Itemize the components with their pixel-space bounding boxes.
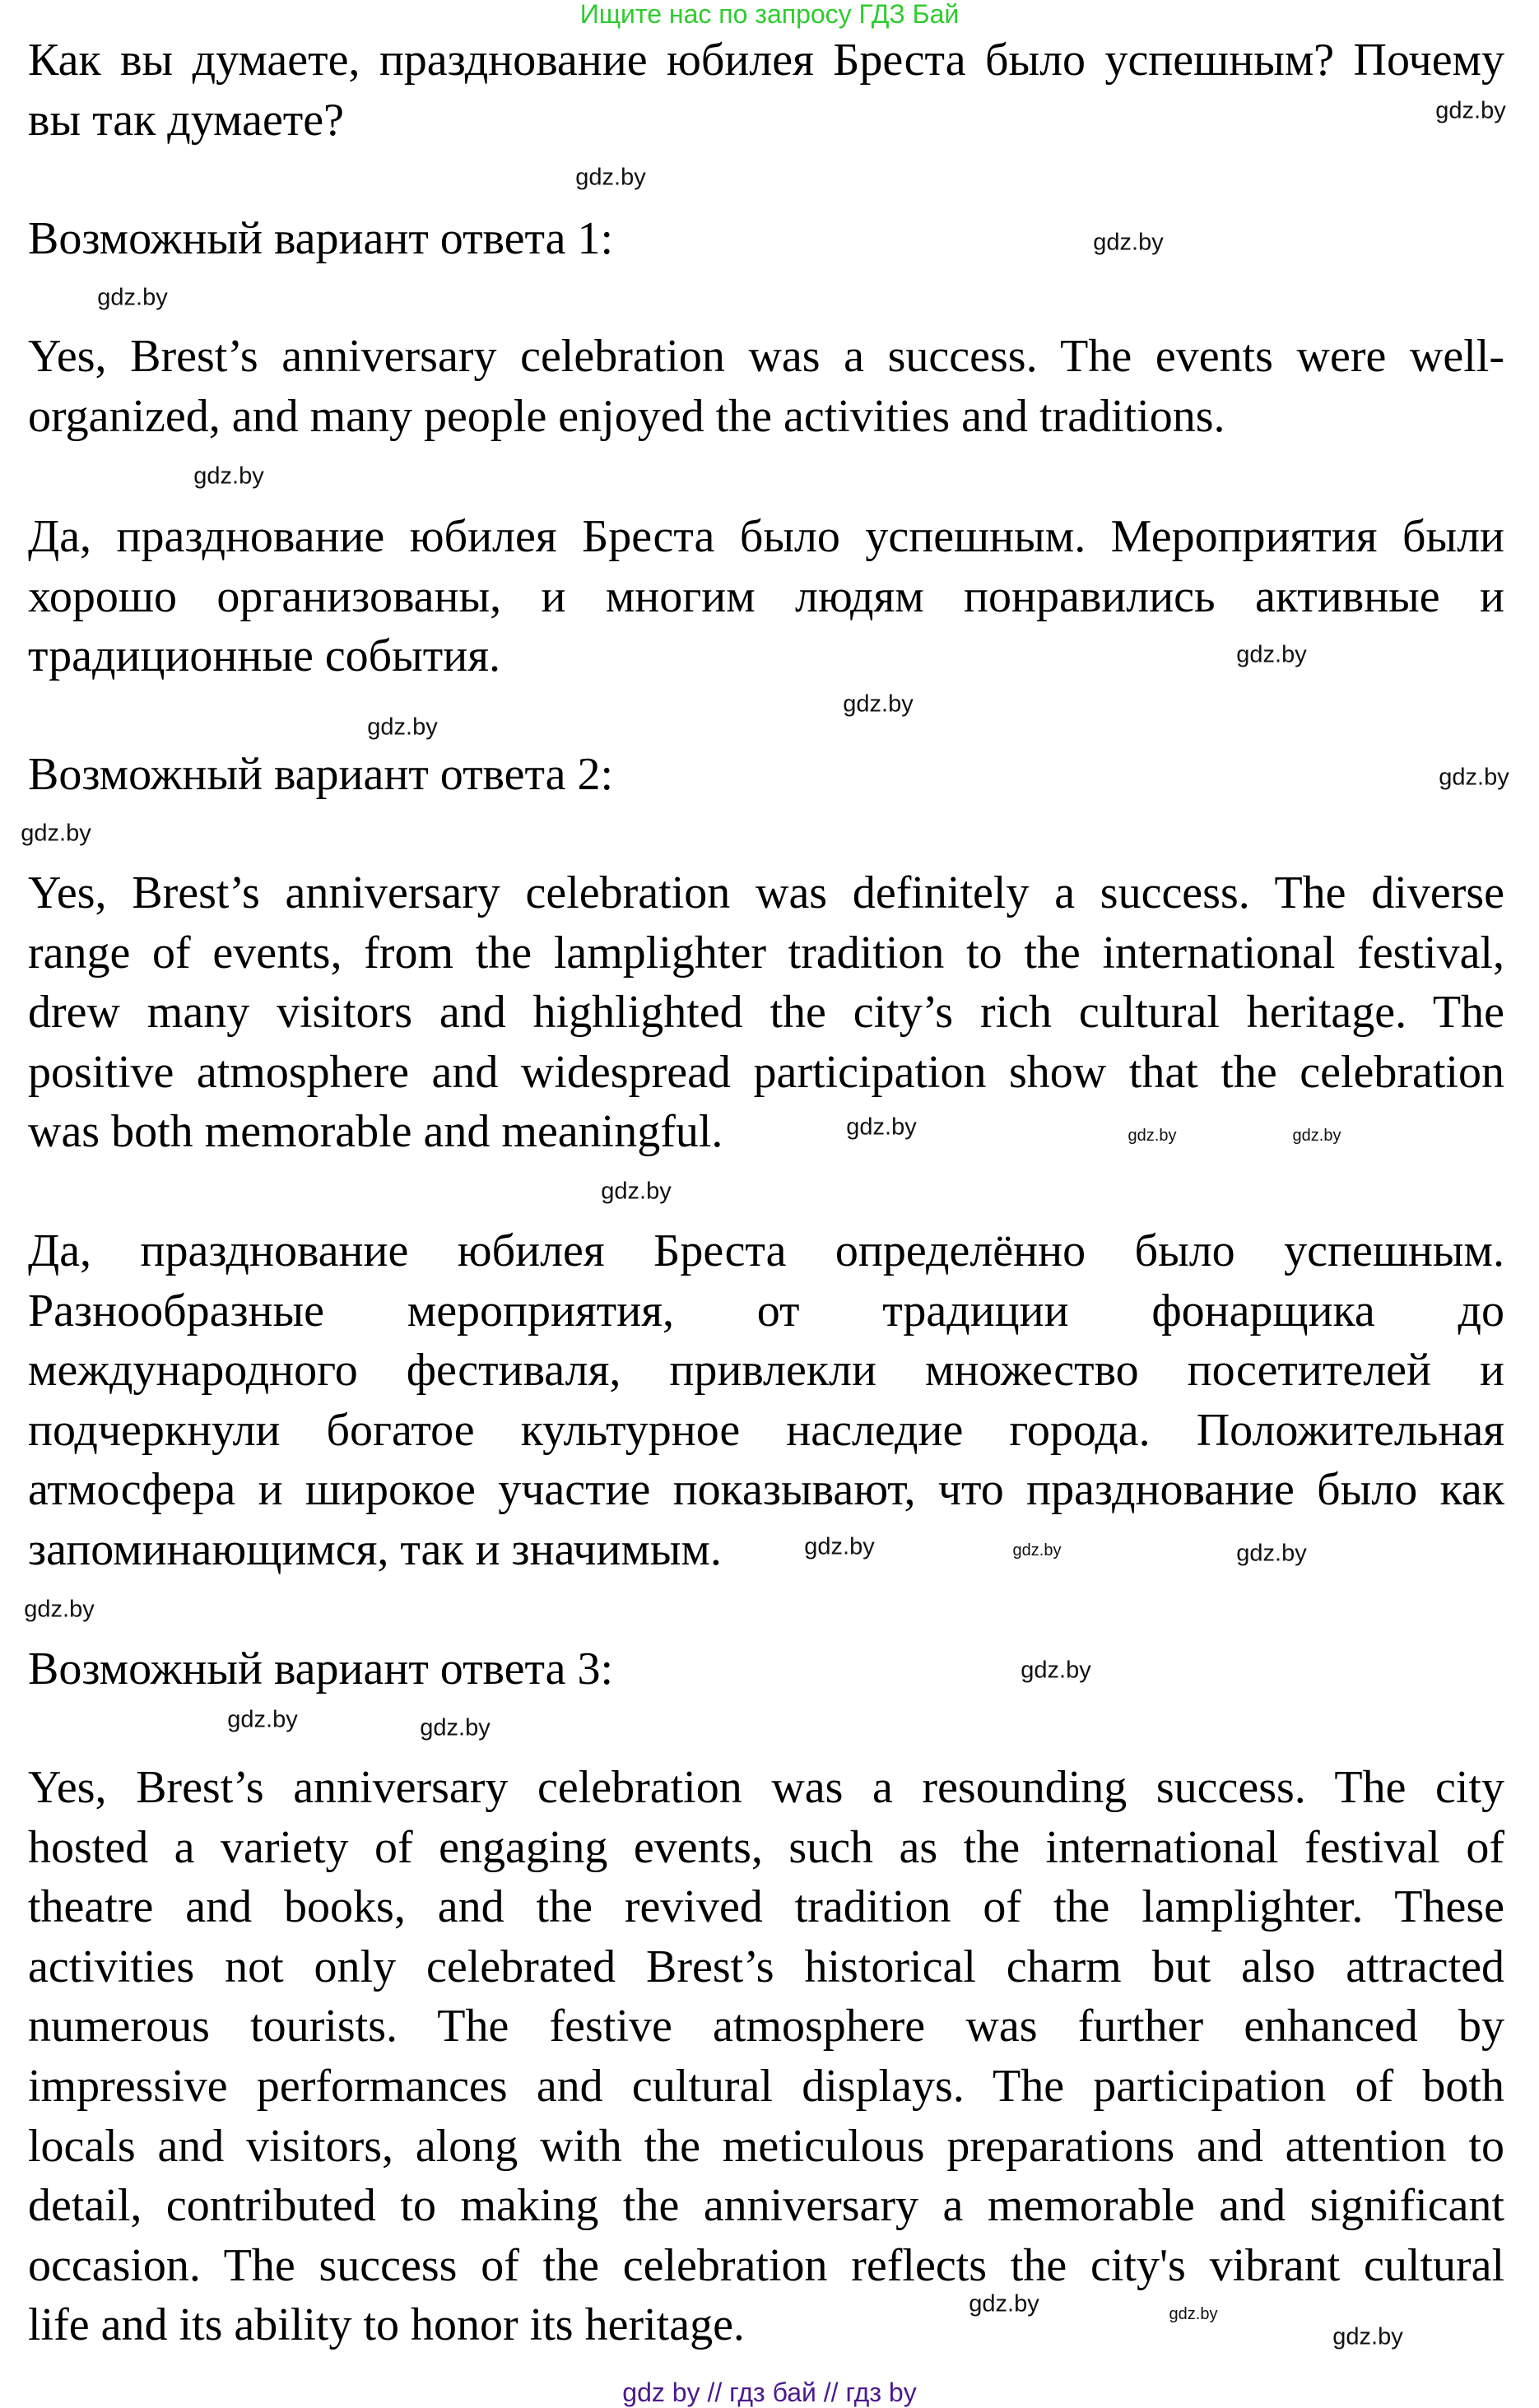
- watermark: gdz.by: [97, 284, 168, 311]
- text-line: вы так думаете?: [28, 94, 344, 146]
- watermark: gdz.by: [1236, 1540, 1307, 1567]
- text-line: Да, празднование юбилея Бреста определённо было успешным.: [28, 1225, 1504, 1276]
- text-line: Да, празднование юбилея Бреста было успешным. Мероприятия были: [28, 511, 1504, 562]
- heading-text: Возможный вариант ответа 2:: [28, 749, 614, 800]
- watermark: gdz.by: [1236, 641, 1307, 668]
- text-line: impressive performances and cultural displays. The participation of both: [28, 2060, 1504, 2112]
- text-line: positive atmosphere and widespread participation show that the celebration: [28, 1046, 1504, 1098]
- text-line: Разнообразные мероприятия, от традиции фонарщика до: [28, 1285, 1504, 1336]
- watermark: gdz.by: [1021, 1657, 1091, 1684]
- watermark: gdz.by: [969, 2290, 1039, 2317]
- answer-1-heading: [28, 209, 1504, 269]
- watermark: gdz.by: [1439, 764, 1509, 791]
- heading-text: Возможный вариант ответа 1:: [28, 213, 614, 264]
- text-line: хорошо организованы, и многим людям понравились активные и: [28, 570, 1504, 622]
- watermark: gdz.by: [420, 1714, 491, 1741]
- watermark: gdz.by: [1332, 2323, 1403, 2350]
- watermark: gdz.by: [1292, 1127, 1341, 1145]
- answer-2-heading: [28, 745, 1504, 805]
- search-hint-banner: Ищите нас по запросу ГДЗ Бай: [579, 0, 960, 29]
- watermark: gdz.by: [843, 690, 914, 718]
- text-line: традиционные события.: [28, 630, 500, 682]
- text-line: detail, contributed to making the anniversary a memorable and significant: [28, 2180, 1504, 2232]
- watermark: gdz.by: [846, 1113, 917, 1141]
- watermark: gdz.by: [601, 1178, 672, 1205]
- watermark: gdz.by: [367, 714, 438, 741]
- text-line: Yes, Brest’s anniversary celebration was a success. The events were well-: [28, 331, 1504, 382]
- text-line: международного фестиваля, привлекли множество посетителей и: [28, 1345, 1504, 1397]
- text-line: organized, and many people enjoyed the activities and traditions.: [28, 390, 1225, 442]
- text-line: range of events, from the lamplighter tradition to the international festival,: [28, 927, 1504, 979]
- text-line: Yes, Brest’s anniversary celebration was definitely a success. The diverse: [28, 867, 1504, 918]
- watermark: gdz.by: [227, 1706, 298, 1733]
- text-line: hosted a variety of engaging events, such as the international festival of: [28, 1821, 1504, 1873]
- text-line: атмосфера и широкое участие показывают, что празднование было как: [28, 1464, 1504, 1516]
- answer-3-english: [28, 1758, 1504, 2355]
- answer-2-russian: [28, 1221, 1504, 1580]
- watermark: gdz.by: [193, 463, 264, 490]
- text-line: activities not only celebrated Brest’s historical charm but also attracted: [28, 1941, 1504, 1992]
- footer-links[interactable]: gdz by // гдз бай // гдз by: [622, 2378, 917, 2407]
- text-line: was both memorable and meaningful.: [28, 1106, 723, 1158]
- watermark: gdz.by: [575, 164, 646, 191]
- text-line: life and its ability to honor its heritage.: [28, 2299, 745, 2351]
- watermark: gdz.by: [21, 820, 91, 847]
- text-line: numerous tourists. The festive atmosphere was further enhanced by: [28, 2001, 1504, 2052]
- watermark: gdz.by: [1169, 2305, 1218, 2323]
- watermark: gdz.by: [804, 1533, 875, 1560]
- answer-3-heading: [28, 1639, 1504, 1699]
- watermark: gdz.by: [1093, 229, 1164, 256]
- text-line: occasion. The success of the celebration reflects the city's vibrant cultural: [28, 2239, 1504, 2291]
- text-line: theatre and books, and the revived tradition of the lamplighter. These: [28, 1881, 1504, 1933]
- text-line: Как вы думаете, празднование юбилея Бреста было успешным? Почему: [28, 35, 1504, 86]
- answer-2-english: [28, 863, 1504, 1162]
- text-line: подчеркнули богатое культурное наследие города. Положительная: [28, 1404, 1504, 1456]
- watermark: gdz.by: [1435, 97, 1506, 124]
- text-line: запоминающимся, так и значимым.: [28, 1523, 722, 1575]
- heading-text: Возможный вариант ответа 3:: [28, 1643, 614, 1694]
- watermark: gdz.by: [24, 1596, 95, 1623]
- watermark: gdz.by: [1012, 1541, 1062, 1560]
- text-line: Yes, Brest’s anniversary celebration was a resounding success. The city: [28, 1762, 1504, 1813]
- watermark: gdz.by: [1128, 1127, 1177, 1145]
- question: [28, 30, 1504, 150]
- answer-1-english: [28, 327, 1504, 446]
- text-line: drew many visitors and highlighted the city’s rich cultural heritage. The: [28, 987, 1504, 1039]
- text-line: locals and visitors, along with the meticulous preparations and attention to: [28, 2120, 1504, 2172]
